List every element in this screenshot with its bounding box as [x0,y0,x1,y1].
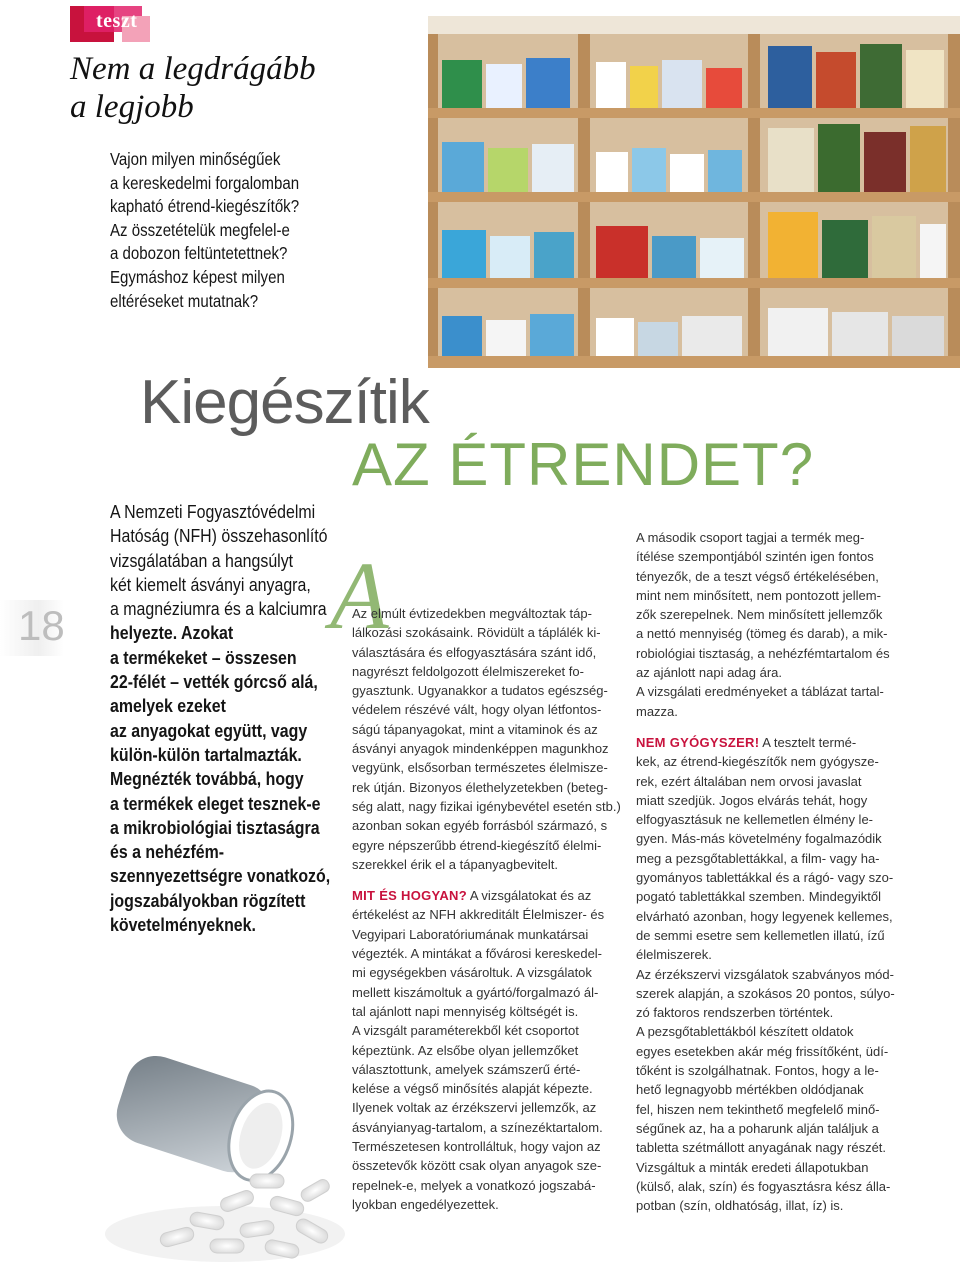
body-line: mint nem minősített, nem pontozott jellem- [636,587,881,603]
intro-line: a magnéziumra és a kalciumra [110,598,327,620]
kicker-line: Nem a legdrágább [70,51,316,87]
body-line: képeztünk. Az elsőbe olyan jellemzőket [352,1042,579,1058]
body-line: védelem részévé vált, hogy olyan létfontos- [352,702,602,718]
body-line: gyasztunk. Ugyanakkor a tudatos egészség- [352,683,608,699]
page-number-text: 18 [18,602,65,649]
body-line: tal ajánlott napi mennyiség költségét is. [352,1003,579,1019]
body-text: A vizsgálatokat és az [466,888,592,904]
intro-line: külön-külön tartalmazták. [110,743,302,765]
article-title-line2: AZ ÉTRENDET? [352,431,815,498]
body-line: ságú tápanyagokat, mint a vitaminok és az [352,721,598,737]
body-line: egyes esetekben akár még frissítőként, üdí- [636,1043,889,1059]
body-line: meg a pezsgőtablettákkal, a film- vagy ha- [636,850,880,866]
body-line: az ajánlott napi adag ára. [636,665,782,681]
body-line: de semmi esetre sem kellemetlen illatú, ízű [636,927,885,943]
body-line: elvárható azonban, hogy legyenek kellemes, [636,908,893,924]
lead-paragraph [110,148,308,313]
body-line: végezték. A mintákat a fővárosi kereskedel- [352,946,603,962]
body-line: élelmiszerek. [636,947,712,963]
body-line: ásványianyag-tartalom, a színezéktartalom. [352,1119,603,1135]
body-line: miatt szedjük. Jogos elvárás tehát, hogy [636,792,868,808]
body-line: lyokban engedélyezettek. [352,1196,499,1212]
shop-shelf-photo [428,16,960,368]
lead-line: kapható étrend-kiegészítők? [110,196,300,217]
body-line: A vizsgált paraméterekből két csoportot [352,1023,579,1039]
intro-line: Hatóság (NFH) összehasonlító [110,525,328,547]
body-line: mellett kiszámoltuk a gyártó/forgalmazó ál- [352,984,599,1000]
body-line: pogató tablettákkal szemben. Mindegyiktől [636,889,881,905]
drop-cap: A [330,542,389,649]
intro-line: jogszabályokban rögzített [110,889,306,911]
body-line: rek, ezért általában nem orvosi javaslat [636,773,862,789]
body-line: lálkozási szokásaink. Rövidült a táplálék ki- [352,625,601,641]
body-line: szerekkel érik el a tápanyagbevitelt. [352,856,558,872]
body-line: Természetesen kontrolláltuk, hogy vajon az [352,1139,601,1155]
body-line: szerek alapján, a szokásos 20 pontos, súlyo- [636,985,895,1001]
lead-line: a kereskedelmi forgalomban [110,172,300,193]
section-tag [70,6,150,42]
body-line: Vizsgáltuk a minták eredeti állapotukban [636,1159,869,1175]
body-line: kelése a végső minősítés alapját képezte. [352,1081,593,1097]
body-line: hető legnagyobb mértékben oldódjanak [636,1082,864,1098]
kicker-line: a legjobb [70,89,194,125]
body-line: választottunk, amelyek számszerű érté- [352,1061,581,1077]
intro-line: 22-félét – vették górcső alá, [110,671,318,693]
shelf-illustration [428,16,960,368]
body-line: gyen. Más-más követelmény fogalmazódik [636,831,882,847]
body-line: nagyrészt feldolgozott élelmiszereket fo- [352,663,584,679]
body-line: mazza. [636,703,678,719]
intro-line: és a nehézfém- [110,841,225,863]
intro-line: A Nemzeti Fogyasztóvédelmi [110,501,316,522]
intro-line: szennyezettségre vonatkozó, [110,865,331,887]
body-line: vegyünk, elsősorban természetes élelmisze- [352,760,608,776]
article-title-line1: Kiegészítik [140,368,429,437]
intro-bold-paragraph [110,500,331,937]
body-line: azonban sokan egyéb forrásból származó, s [352,818,608,834]
body-line: Az elmúlt évtizedekben megváltoztak táp- [352,606,592,621]
intro-line: a termékeket – összesen [110,646,297,668]
body-line: Ilyenek voltak az érzékszervi jellemzők, az [352,1100,597,1116]
body-line: potban (szín, oldhatóság, illat, íz) is. [636,1198,844,1214]
pill-bottle-photo [100,1044,350,1264]
body-column-middle [352,604,621,1214]
body-line: mi egységekben vásároltuk. A vizsgálatok [352,965,592,981]
body-line: zők szerepelnek. Nem minősített jellemzők [636,607,883,623]
intro-line: két kiemelt ásványi anyagra, [110,573,311,595]
body-line: zó faktoros rendszerben történtek. [636,1005,834,1021]
body-line: elfogyasztásuk ne kellemetlen élmény le- [636,812,874,828]
intro-line: vizsgálatában a hangsúlyt [110,549,294,571]
intro-line: a termékek eleget tesznek-e [110,792,321,814]
body-line: tényezők, de a teszt végső értékelésében, [636,568,879,584]
intro-line: helyezte. Azokat [110,622,234,644]
body-line: rek útján. Bizonyos élethelyzetekben (beteg- [352,779,608,795]
page-number [0,600,64,656]
body-line: robiológiai tisztaság, a nehézfémtartalom és [636,645,890,661]
body-line: ítélése szempontjából szintén igen fontos [636,549,874,565]
lead-line: Egymáshoz képest milyen [110,266,285,287]
lead-line: Vajon milyen minőségűek [110,149,281,169]
lead-line: eltéréseket mutatnak? [110,290,259,311]
intro-line: amelyek ezeket [110,695,226,717]
intro-line: a mikrobiológiai tisztaságra [110,816,320,838]
lead-line: Az összetételük megfelel-e [110,219,290,240]
body-line: tabletta szétmállott anyagának nagy részét. [636,1140,887,1156]
body-line: a nettó mennyiség (tömeg és darab), a mik- [636,626,888,642]
body-line: választására és elfogyasztására szánt idő, [352,644,597,660]
body-line: egyre népszerűbb étrend-kiegészítő élelmi- [352,837,602,853]
kicker-heading [70,50,410,126]
subhead-mit-es-hogyan: MIT ÉS HOGYAN? [352,888,467,904]
subhead-nem-gyogyszer: NEM GYÓGYSZER! [636,734,760,750]
body-line: A pezsgőtablettákból készített oldatok [636,1024,854,1040]
body-line: ásványi anyagok mindenképpen magunkhoz [352,741,609,757]
pill-bottle-illustration [100,1044,350,1264]
body-line: tőként is szolgálhatnak. Fontos, hogy a le- [636,1063,879,1079]
intro-line: Megnézték továbbá, hogy [110,768,304,790]
body-column-right [636,528,894,1215]
body-line: A vizsgálati eredményeket a táblázat tartal- [636,684,884,700]
body-line: A második csoport tagjai a termék meg- [636,530,865,545]
body-line: fel, hiszen nem tekinthető megfelelő minő- [636,1101,880,1117]
body-line: gyományos tablettákkal és a rágó- vagy szo- [636,870,894,886]
body-text: A tesztelt termé- [759,734,857,750]
body-line: értékelést az NFH akkreditált Élelmiszer- és [352,907,605,923]
section-tag-label: teszt [96,10,138,32]
body-line: Az érzékszervi vizsgálatok szabványos mód- [636,966,894,982]
subhead-line [636,733,894,752]
body-line: Vegyipari Laboratóriumának munkatársai [352,926,589,942]
subhead-line [352,886,610,905]
body-line: (külső, alak, szín) és fogyasztásra kész álla- [636,1178,891,1194]
body-line: összetevők között csak olyan anyagok sze- [352,1158,602,1174]
body-line: kek, az étrend-kiegészítők nem gyógysze- [636,754,879,770]
body-line: ségűnek az, ha a poharunk alján találjuk a [636,1120,879,1136]
intro-line: követelményeknek. [110,914,256,936]
body-line: ség alatt, nagy fizikai igénybevétel esetén stb.) [352,798,621,814]
body-line: repelnek-e, melyek a vonatkozó jogszabá- [352,1177,596,1193]
intro-line: az anyagokat együtt, vagy [110,719,308,741]
lead-line: a dobozon feltüntetettnek? [110,243,288,264]
